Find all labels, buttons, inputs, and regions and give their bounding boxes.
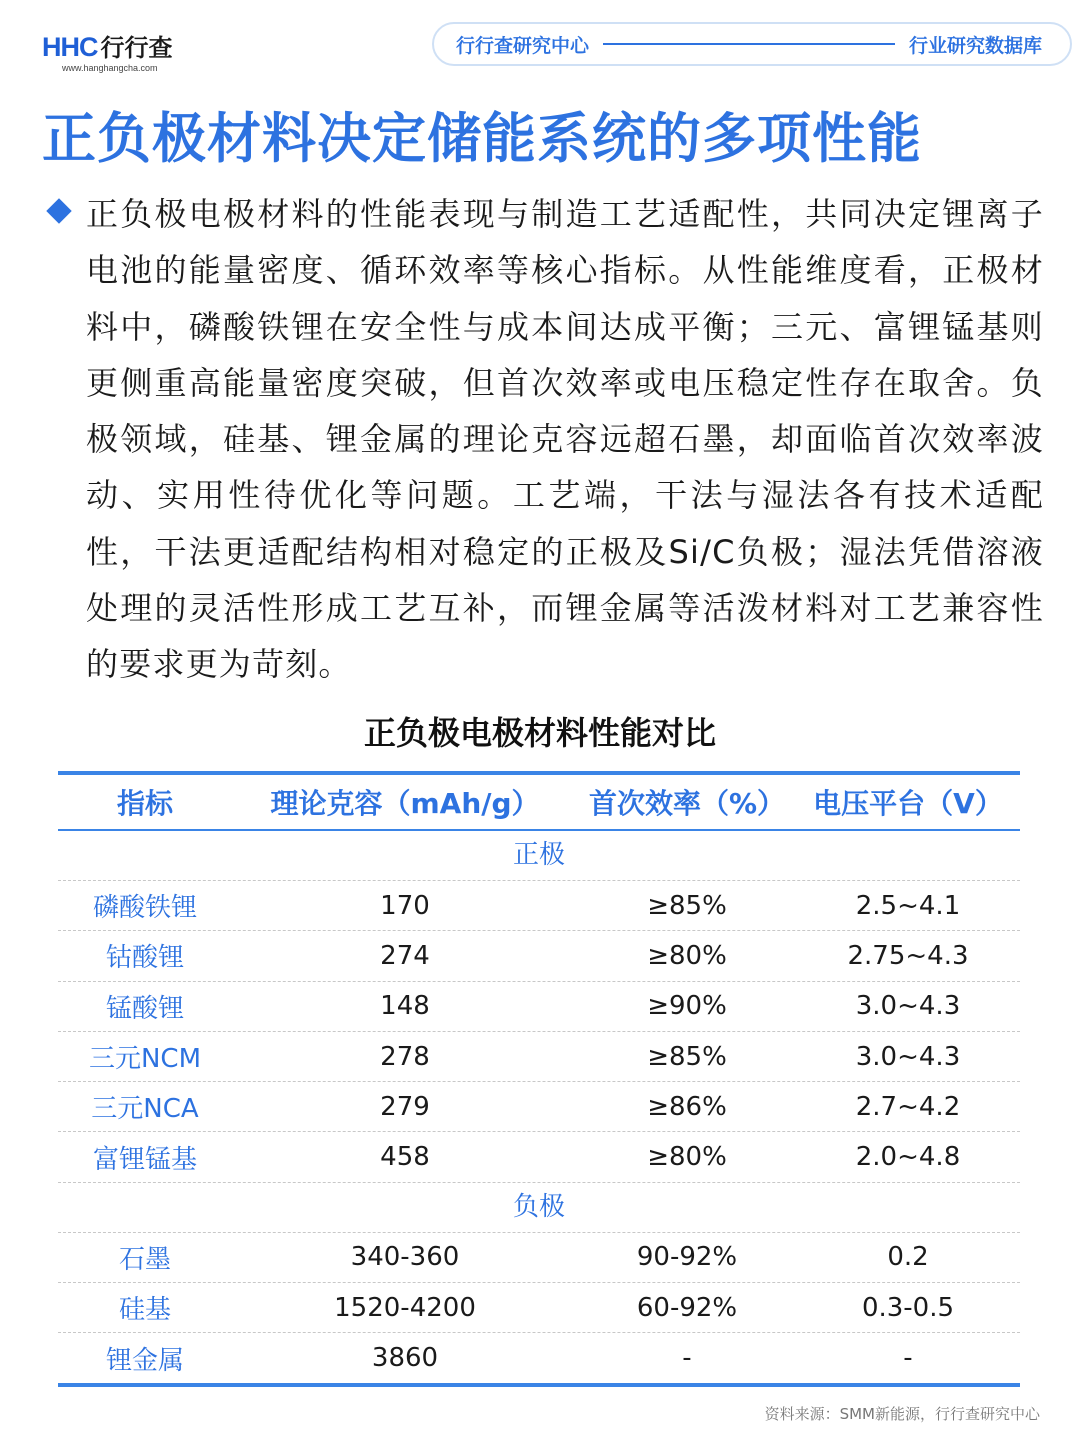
table-row — [58, 982, 1020, 1032]
cell-voltage: 0.2 — [887, 1242, 929, 1273]
cell-capacity: 274 — [380, 940, 430, 971]
table-header-row — [58, 775, 1020, 831]
header-right-label: 行业研究数据库 — [908, 34, 1042, 57]
table-row — [58, 931, 1020, 981]
logo-mark: HHC — [42, 32, 98, 62]
header-cell-efficiency: 首次效率（%） — [588, 787, 786, 820]
cell-capacity: 278 — [380, 1041, 430, 1072]
header-cell-capacity: 理论克容（mAh/g） — [270, 787, 540, 820]
cell-voltage: 3.0~4.3 — [855, 991, 961, 1022]
table-row — [58, 1082, 1020, 1132]
cell-voltage: 0.3-0.5 — [861, 1292, 955, 1323]
cell-material: 锂金属 — [105, 1345, 184, 1376]
comparison-table — [58, 771, 1020, 1387]
cell-efficiency: ≥80% — [647, 1142, 727, 1173]
cell-voltage: 2.0~4.8 — [855, 1142, 961, 1173]
cell-capacity: 1520-4200 — [334, 1292, 476, 1323]
cell-material: 硅基 — [118, 1295, 171, 1326]
anode-rows — [58, 1233, 1020, 1383]
cathode-rows — [58, 881, 1020, 1183]
cell-voltage: 2.7~4.2 — [855, 1091, 961, 1122]
header-cell-voltage: 电压平台（V） — [813, 787, 1003, 820]
cell-efficiency: ≥80% — [647, 940, 727, 971]
body-section — [44, 186, 1044, 693]
logo-name: 行行查 — [100, 34, 173, 62]
header-cell-metric: 指标 — [116, 787, 173, 820]
section-row-cathode: 正极 — [58, 831, 1020, 881]
cell-voltage: 2.75~4.3 — [847, 940, 969, 971]
header-left-label: 行行查研究中心 — [456, 34, 590, 57]
cell-capacity: 170 — [380, 890, 430, 921]
page-title: 正负极材料决定储能系统的多项性能 — [42, 107, 922, 170]
cell-efficiency: ≥85% — [647, 1041, 727, 1072]
source-note: 资料来源：SMM新能源，行行查研究中心 — [764, 1405, 1040, 1423]
cell-material: 磷酸铁锂 — [92, 893, 197, 924]
cell-efficiency: ≥90% — [647, 991, 727, 1022]
cell-efficiency: ≥85% — [647, 890, 727, 921]
cell-voltage: 2.5~4.1 — [855, 890, 961, 921]
cell-material: 锰酸锂 — [105, 993, 184, 1024]
section-row-anode: 负极 — [58, 1183, 1020, 1233]
table-row — [58, 1032, 1020, 1082]
table-row — [58, 1333, 1020, 1382]
table-title: 正负极电极材料性能对比 — [363, 714, 716, 752]
table-row — [58, 1233, 1020, 1283]
table-row — [58, 1283, 1020, 1333]
brand-logo[interactable] — [42, 28, 173, 73]
header-banner — [432, 22, 1072, 66]
cell-capacity: 3860 — [371, 1343, 439, 1374]
cell-efficiency: 90-92% — [636, 1242, 738, 1273]
cell-efficiency: - — [682, 1343, 692, 1374]
header-divider-line — [603, 43, 895, 45]
cell-capacity: 148 — [380, 991, 430, 1022]
cell-efficiency: ≥86% — [647, 1091, 727, 1122]
diamond-bullet-icon — [46, 198, 71, 223]
cell-material: 富锂锰基 — [92, 1144, 197, 1175]
logo-url: www.hanghangcha.com — [62, 63, 158, 73]
cell-capacity: 340-360 — [350, 1242, 460, 1273]
cell-material: 三元NCA — [91, 1094, 199, 1125]
cell-voltage: - — [903, 1343, 913, 1374]
cell-efficiency: 60-92% — [636, 1292, 738, 1323]
table-bottom-rule — [58, 1383, 1020, 1387]
table-row — [58, 881, 1020, 931]
cell-voltage: 3.0~4.3 — [855, 1041, 961, 1072]
cell-capacity: 458 — [380, 1142, 430, 1173]
cell-material: 石墨 — [118, 1244, 171, 1275]
cell-material: 钴酸锂 — [105, 943, 184, 974]
cell-capacity: 279 — [380, 1091, 430, 1122]
body-paragraph: 正负极电极材料的性能表现与制造工艺适配性，共同决定锂离子电池的能量密度、循环效率等核心指标。从性能维度看，正极材料中，磷酸铁锂在安全性与成本间达成平衡；三元、富锂锰基则更侧重高能量密度突破，但首次效率或电压稳定性存在取舍。负极领域，硅基、锂金属的理论克容远超石墨，却面临首次效率波动、实用性待优化等问题。工艺端，干法与湿法各有技术适配性，干法更适配结构相对稳定的正极及Si/C负极；湿法凭借溶液处理的灵活性形成工艺互补，而锂金属等活泼材料对工艺兼容性的要求更为苛刻。 — [86, 195, 1044, 684]
table-row — [58, 1132, 1020, 1182]
cell-material: 三元NCM — [88, 1044, 202, 1075]
